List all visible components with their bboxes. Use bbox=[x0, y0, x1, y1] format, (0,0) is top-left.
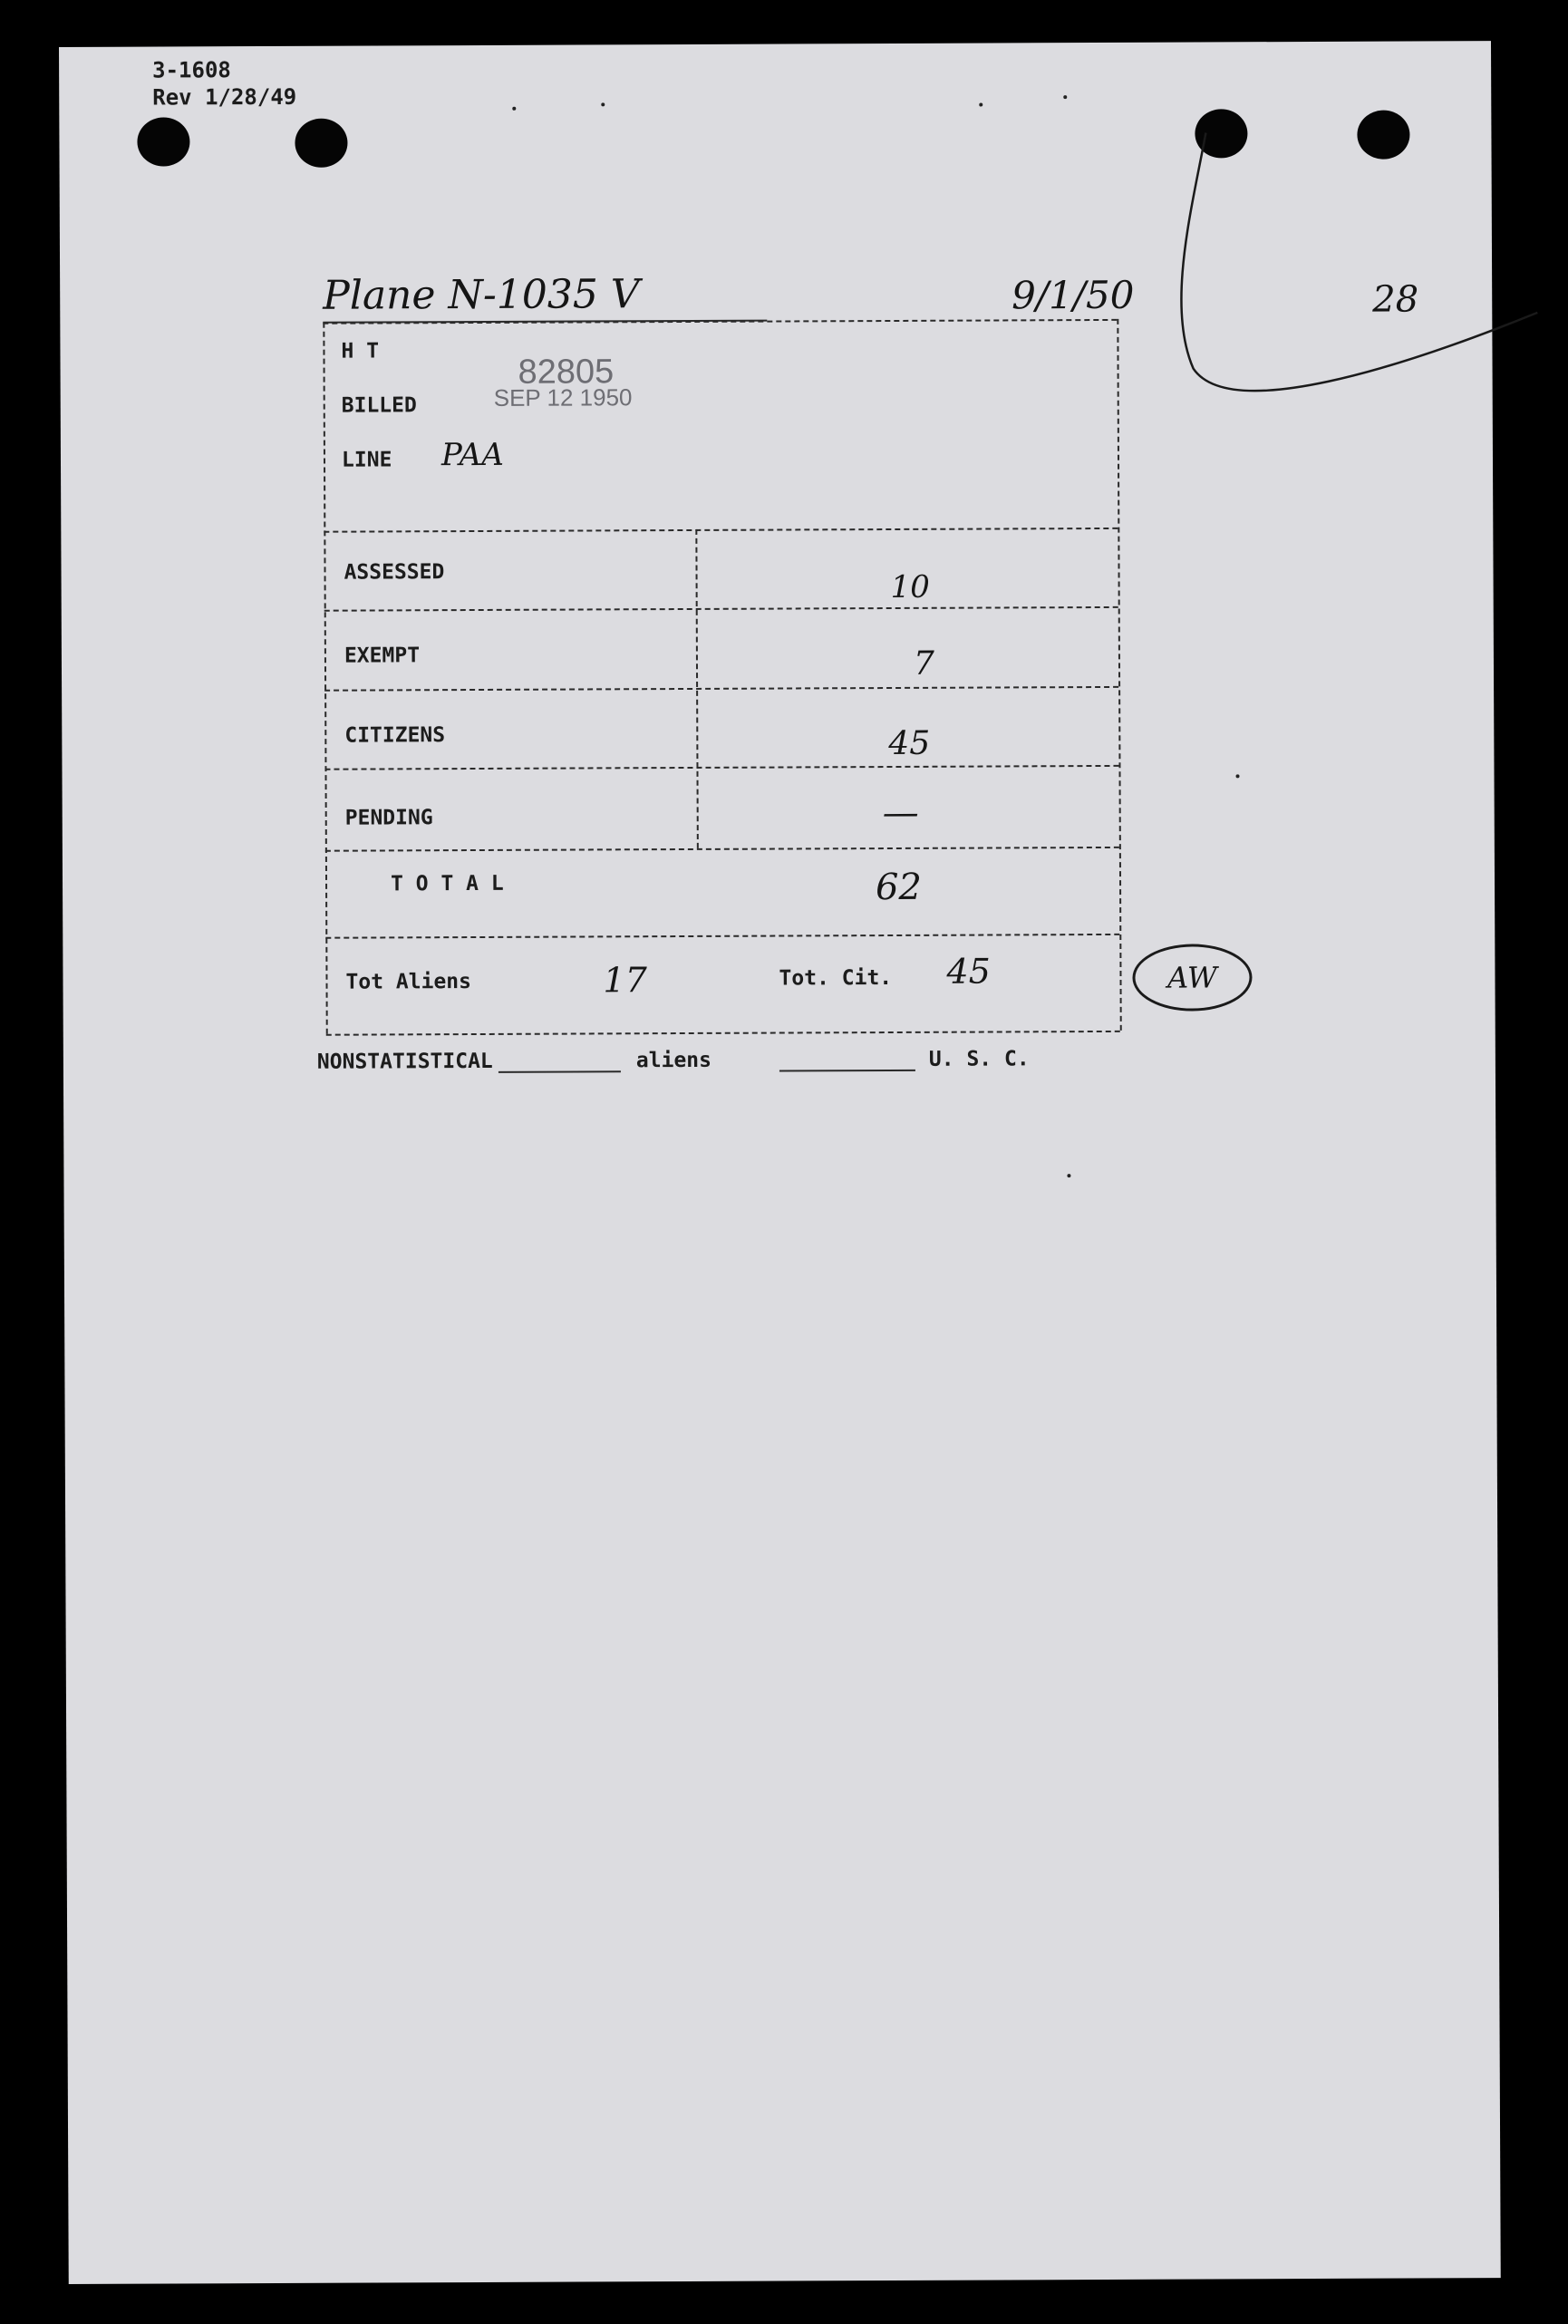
form-page bbox=[59, 41, 1501, 2284]
box-left-line bbox=[323, 323, 327, 1034]
row-exempt-label: EXEMPT bbox=[344, 644, 421, 668]
total-value: 62 bbox=[875, 866, 923, 909]
row-exempt-value: 7 bbox=[913, 644, 934, 683]
nonstatistical-label: NONSTATISTICAL bbox=[316, 1049, 493, 1074]
row-divider-4 bbox=[325, 847, 1119, 852]
tot-cit-label: Tot. Cit. bbox=[779, 965, 893, 991]
total-divider bbox=[325, 934, 1119, 939]
billed-stamp-date: SEP 12 1950 bbox=[493, 383, 633, 412]
paper-speck bbox=[601, 102, 605, 106]
row-divider-1 bbox=[324, 606, 1118, 612]
form-number: 3-1608 bbox=[152, 57, 231, 83]
row-assessed-label: ASSESSED bbox=[344, 560, 445, 585]
header-date: 9/1/50 bbox=[1011, 272, 1135, 318]
box-bottom-line bbox=[326, 1031, 1120, 1036]
ht-label: H T bbox=[341, 339, 380, 363]
usc-label: U. S. C. bbox=[928, 1047, 1030, 1071]
billed-number: 82805 bbox=[518, 353, 615, 392]
form-revision: Rev 1/28/49 bbox=[152, 83, 297, 111]
row-pending-value: — bbox=[882, 791, 919, 835]
row-pending-label: PENDING bbox=[344, 806, 433, 830]
line-label: LINE bbox=[341, 448, 392, 472]
plane-number: Plane N-1035 V bbox=[323, 271, 640, 319]
line-value: PAA bbox=[440, 436, 504, 474]
tot-cit-value: 45 bbox=[946, 951, 991, 992]
initials-circle bbox=[1132, 944, 1252, 1012]
footer-aliens-label: aliens bbox=[635, 1048, 712, 1073]
nonstatistical-blank bbox=[498, 1070, 621, 1073]
top-box-divider bbox=[324, 528, 1118, 533]
punch-hole-left-2 bbox=[295, 119, 347, 168]
paper-speck bbox=[1236, 774, 1240, 778]
handwritten-curve bbox=[1128, 95, 1547, 460]
row-citizens-label: CITIZENS bbox=[344, 723, 446, 748]
row-assessed-value: 10 bbox=[890, 568, 930, 606]
punch-hole-left-1 bbox=[137, 117, 189, 166]
box-right-line bbox=[1117, 319, 1121, 1031]
corner-number: 28 bbox=[1372, 278, 1419, 321]
row-citizens-value: 45 bbox=[888, 724, 931, 763]
initials-text: AW bbox=[1167, 960, 1217, 995]
tot-aliens-value: 17 bbox=[603, 960, 647, 1001]
paper-speck bbox=[979, 103, 982, 107]
paper-speck bbox=[1067, 1174, 1070, 1177]
billed-label: BILLED bbox=[341, 393, 417, 418]
row-divider-3 bbox=[324, 765, 1118, 770]
row-divider-2 bbox=[324, 686, 1118, 692]
paper-speck bbox=[1063, 95, 1067, 99]
paper-speck bbox=[512, 107, 516, 111]
aliens-blank bbox=[779, 1070, 915, 1072]
tot-aliens-label: Tot Aliens bbox=[345, 970, 472, 994]
total-label: T O T A L bbox=[390, 871, 504, 896]
